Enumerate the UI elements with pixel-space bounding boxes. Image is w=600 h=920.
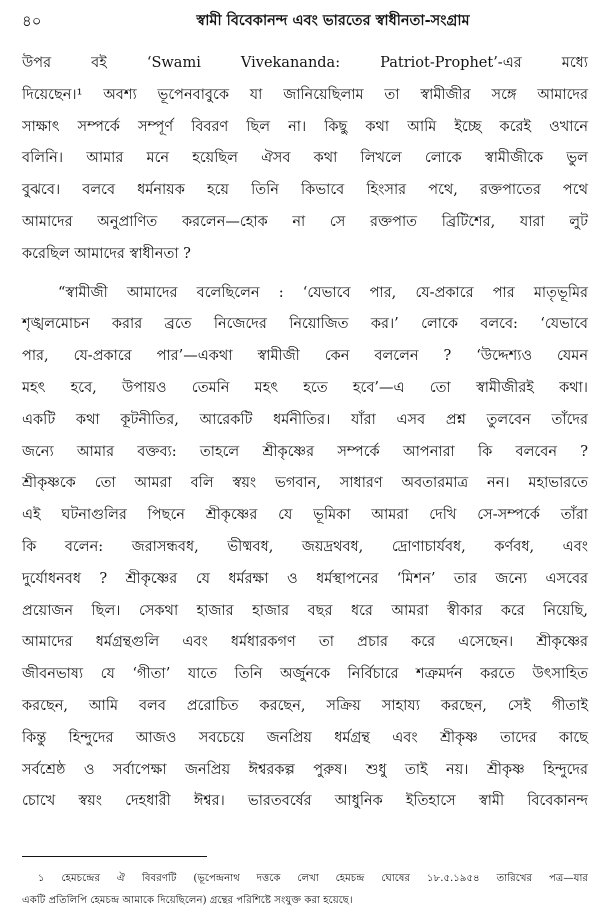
text-line: করছেন, আমি বলব প্ররোচিত করছেন, সক্রিয় সাহায্য করছেন, সেই গীতাই (22, 697, 588, 714)
text-line: কিন্তু হিন্দুদের আজও সবচেয়ে জনপ্রিয় ধর্মগ্রন্থ এবং শ্রীকৃষ্ণ তাদের কাছে (22, 729, 588, 746)
text-line: একটি কথা কূটনীতির, আরেকটি ধর্মনীতির। যাঁরা এসব প্রশ্ন তুলবেন তাঁদের (22, 411, 588, 428)
page-number: ৪০ (22, 12, 42, 30)
text-line: বলিনি। আমার মনে হয়েছিল ঐসব কথা লিখলে লোকে স্বামীজীকে ভুল (22, 150, 588, 167)
text-line: পার, যে-প্রকারে পার’—একথা স্বামীজী কেন বললেন ? ‘উদ্দেশ্যও যেমন (22, 348, 588, 365)
running-head: স্বামী বিবেকানন্দ এবং ভারতের স্বাধীনতা-সংগ্রাম (196, 12, 470, 29)
text-line: করেছিল আমাদের স্বাধীনতা ? (22, 245, 191, 262)
text-line: কি বলেন: জরাসন্ধবধ, ভীষ্মবধ, জয়দ্রথবধ, দ্রোণাচার্যবধ, কর্ণবধ, এবং (22, 538, 588, 555)
paragraph-gap (22, 271, 588, 278)
footnote-divider (22, 856, 207, 857)
text-line: জন্যে আমার বক্তব্য: তাহলে শ্রীকৃষ্ণের সম্পর্কে আপনারা কি বলবেন ? (22, 443, 588, 460)
text-line: শৃঙ্খলমোচন করার ব্রতে নিজেদের নিয়োজিত কর।’ লোকে বলবে: ‘যেভাবে (22, 316, 588, 333)
text-line: “স্বামীজী আমাদের বলেছিলেন : ‘যেভাবে পার, যে-প্রকারে পার মাতৃভূমির (58, 284, 588, 301)
text-line: চোখে স্বয়ং দেহধারী ঈশ্বর। ভারতবর্ষের আধুনিক ইতিহাসে স্বামী বিবেকানন্দ (22, 793, 588, 810)
text-line: সাক্ষাৎ সম্পর্কে সম্পূর্ণ বিবরণ ছিল না। কিছু কথা আমি ইচ্ছে করেই ওখানে (22, 118, 588, 135)
text-line: এই ঘটনাগুলির পিছনে শ্রীকৃষ্ণের যে ভূমিকা আমরা দেখি সে-সম্পর্কে তাঁরা (22, 507, 588, 524)
text-line: বুঝবে। বলবে ধর্মনায়ক হয়ে তিনি কিভাবে হিংসার পথে, রক্তপাতের পথে (22, 182, 588, 199)
text-line: শ্রীকৃষ্ণকে তো আমরা বলি স্বয়ং ভগবান, সাধারণ অবতারমাত্র নন। মহাভারতে (22, 475, 588, 492)
text-line: মহৎ হবে, উপায়ও তেমনি মহৎ হতে হবে’—এ তো স্বামীজীরই কথা। (22, 379, 588, 396)
text-line: সর্বশ্রেষ্ঠ ও সর্বাপেক্ষা জনপ্রিয় ঈশ্বরকল্প পুরুষ। শুধু তাই নয়। শ্রীকৃষ্ণ হিন্দুদের (22, 761, 588, 778)
text-line: উপর বই ‘Swami Vivekananda: Patriot-Prophet’-এর মধ্যে (22, 55, 588, 71)
text-line: দুর্যোধনবধ ? শ্রীকৃষ্ণের যে ধর্মরক্ষা ও ধর্মস্থাপনের ‘মিশন’ তার জন্যে এসবের (22, 570, 588, 587)
footnote-line: একটি প্রতিলিপি হেমচন্দ্র আমাকে দিয়েছিলেন) গ্রন্থের পরিশিষ্টে সংযুক্ত করা হয়েছে। (22, 895, 353, 906)
footnote (22, 868, 588, 912)
footnote-line: ১ হেমচন্দ্রের ঐ বিবরণটি (ভূপেন্দ্রনাথ দত্তকে লেখা হেমচন্দ্র ঘোষের ১৮.৫.১৯৫৪ তারিখের পত্র—যার (38, 873, 588, 884)
text-line: আমাদের ধর্মগ্রন্থগুলি এবং ধর্মধারকগণ তা প্রচার করে এসেছেন। শ্রীকৃষ্ণের (22, 634, 588, 651)
text-line: আমাদের অনুপ্রাণিত করলেন—হোক না সে রক্তপাত ব্রিটিশের, যারা লুট (22, 213, 588, 230)
body-text (22, 48, 588, 818)
text-line: জীবনভাষ্য যে ‘গীতা’ যাতে তিনি অর্জুনকে নির্বিচারে শত্রুমর্দন করতে উৎসাহিত (22, 666, 588, 683)
text-line: প্রয়োজন ছিল। সেকথা হাজার হাজার বছর ধরে আমরা স্বীকার করে নিয়েছি, (22, 602, 588, 619)
text-line: দিয়েছেন।¹ অবশ্য ভূপেনবাবুকে যা জানিয়েছিলাম তা স্বামীজীর সঙ্গে আমাদের (22, 86, 588, 103)
